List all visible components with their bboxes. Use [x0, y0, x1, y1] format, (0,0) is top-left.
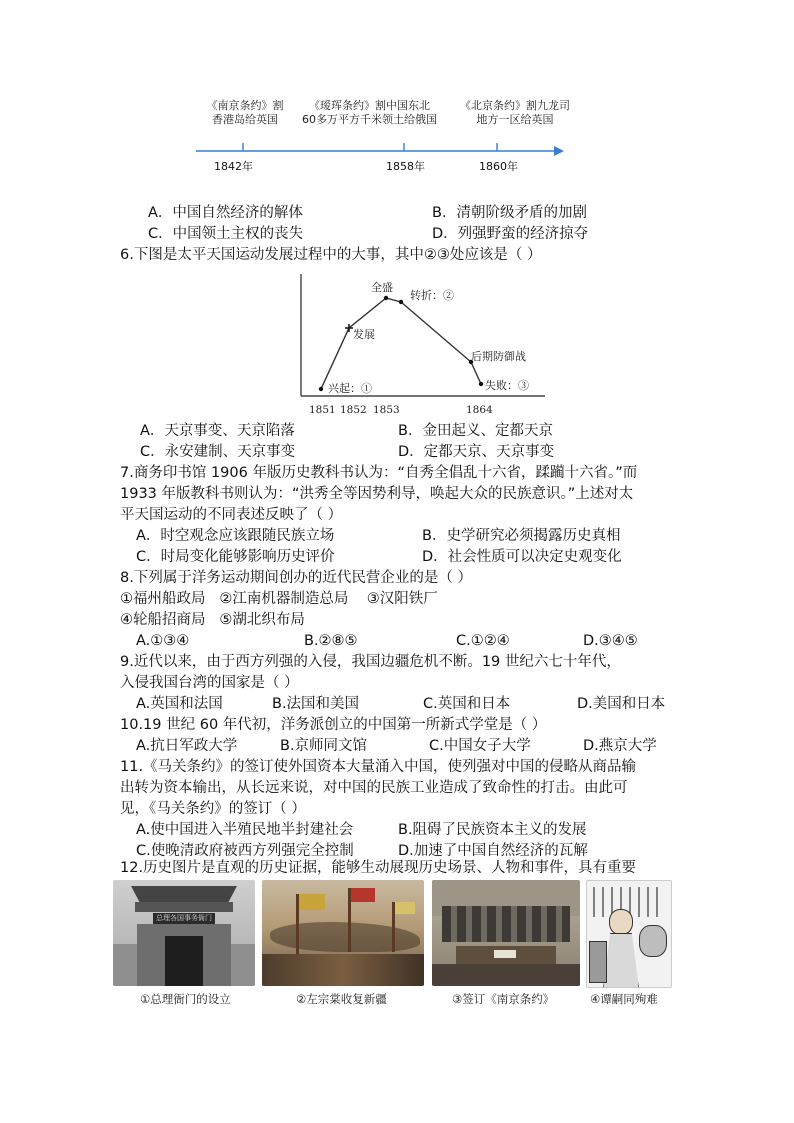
q6-tick-1851: 1851	[309, 404, 336, 416]
photo-zongli-yamen	[113, 880, 255, 986]
q8-option-a: A.①③④	[136, 633, 190, 649]
q6-label-late: 后期防御战	[471, 350, 526, 363]
q11-option-a: A.使中国进入半殖民地半封建社会	[136, 822, 354, 838]
q8-option-d: D.③④⑤	[583, 633, 638, 649]
q9-option-c: C.英国和日本	[423, 696, 511, 712]
q6-tick-1864: 1864	[466, 404, 493, 416]
timeline-year-1860: 1860年	[479, 160, 518, 173]
q6-point-fail	[479, 382, 483, 386]
q7-line-1: 7.商务印书馆 1906 年版历史教科书认为：“自秀全倡乱十六省，蹂躏十六省。”而	[120, 465, 638, 481]
q7-option-b: B．史学研究必须揭露历史真相	[422, 528, 621, 544]
q10-option-d: D.燕京大学	[583, 738, 657, 754]
q7-line-2: 1933 年版教科书则认为：“洪秀全等因势利导，唤起大众的民族意识。”上述对太	[120, 486, 634, 502]
q6-tick-1852: 1852	[340, 404, 367, 416]
q6-option-b: B．金田起义、定都天京	[398, 423, 553, 439]
q12-stem: 12.历史图片是直观的历史证据，能够生动展现历史场景、人物和事件，具有重要	[120, 860, 637, 876]
q6-trend-line	[321, 298, 481, 389]
q6-chart	[295, 268, 555, 420]
q9-option-b: B.法国和美国	[272, 696, 360, 712]
q7-option-a: A．时空观念应该跟随民族立场	[136, 528, 335, 544]
q11-option-d: D.加速了中国自然经济的瓦解	[398, 843, 588, 859]
q7-line-3: 平天国运动的不同表述反映了（ ）	[120, 507, 343, 523]
timeline-event-1-line2: 香港岛给英国	[212, 113, 278, 126]
caption-3: ③签订《南京条约》	[452, 992, 555, 1006]
timeline-event-2-label	[297, 99, 442, 127]
q11-line-3: 见，《马关条约》的签订（ ）	[120, 801, 306, 817]
q9-option-d: D.美国和日本	[577, 696, 666, 712]
q11-line-1: 11.《马关条约》的签订使外国资本大量涌入中国，使列强对中国的侵略从商品输	[120, 759, 637, 775]
q10-stem: 10.19 世纪 60 年代初，洋务派创立的中国第一所新式学堂是（ ）	[120, 717, 547, 733]
q11-option-b: B.阻碍了民族资本主义的发展	[398, 822, 587, 838]
q6-label-peak: 全盛	[371, 281, 393, 294]
q6-option-d: D．定都天京、天京事变	[398, 444, 555, 460]
q5-option-a: A．中国自然经济的解体	[148, 205, 303, 221]
q6-point-peak	[384, 296, 388, 300]
caption-2: ②左宗棠收复新疆	[296, 992, 387, 1006]
q8-stem: 8.下列属于洋务运动期间创办的近代民营企业的是（ ）	[120, 570, 472, 586]
q9-line-1: 9.近代以来，由于西方列强的入侵，我国边疆危机不断。19 世纪六七十年代，	[120, 654, 621, 670]
q8-option-b: B.②⑧⑤	[304, 633, 358, 649]
caption-4: ④谭嗣同殉难	[590, 992, 658, 1006]
q6-option-a: A．天京事变、天京陷落	[140, 423, 295, 439]
q9-option-a: A.英国和法国	[136, 696, 223, 712]
q8-items-1: ①福州船政局 ②江南机器制造总局 ③汉阳铁厂	[120, 591, 438, 607]
timeline-year-1842: 1842年	[214, 160, 253, 173]
q10-option-c: C.中国女子大学	[429, 738, 531, 754]
timeline-event-3-line2: 地方一区给英国	[476, 113, 554, 126]
q6-label-dev: 发展	[353, 328, 375, 341]
timeline-event-2-line1: 《瑷珲条约》割中国东北	[309, 99, 430, 112]
plaque: 总理各国事务衙门	[153, 913, 215, 924]
q8-items-2: ④轮船招商局 ⑤湖北织布局	[120, 612, 305, 628]
timeline-event-1-label	[190, 99, 300, 127]
timeline-event-3-label	[455, 99, 575, 127]
q6-option-c: C．永安建制、天京事变	[140, 444, 296, 460]
photo-tan-sitong	[586, 880, 672, 988]
q9-line-2: 入侵我国台湾的国家是（ ）	[120, 675, 299, 691]
timeline-year-1858: 1858年	[386, 160, 425, 173]
q7-option-d: D．社会性质可以决定史观变化	[422, 549, 622, 565]
q8-option-c: C.①②④	[456, 633, 510, 649]
photo-zuo-zongtang	[262, 880, 424, 986]
q6-point-turn	[399, 300, 403, 304]
caption-1: ①总理衙门的设立	[140, 992, 231, 1006]
q6-point-start	[319, 387, 323, 391]
q6-label-start: 兴起：①	[328, 382, 372, 395]
q6-label-turn: 转折：②	[410, 289, 454, 302]
q6-stem: 6.下图是太平天国运动发展过程中的大事，其中②③处应该是（ ）	[120, 247, 542, 263]
q10-option-b: B.京师同文馆	[280, 738, 368, 754]
q6-label-fail: 失败：③	[485, 379, 529, 392]
timeline-event-2-line2: 60多万平方千米领土给俄国	[302, 113, 437, 126]
q11-line-2: 出转为资本输出，从长远来说，对中国的民族工业造成了致命性的打击。由此可	[120, 780, 628, 796]
q6-tick-1853: 1853	[373, 404, 400, 416]
q5-option-c: C．中国领土主权的丧失	[148, 226, 304, 242]
timeline-arrow-icon	[554, 146, 564, 156]
q7-option-c: C．时局变化能够影响历史评价	[136, 549, 335, 565]
timeline-event-1-line1: 《南京条约》割	[206, 99, 284, 112]
q5-option-b: B．清朝阶级矛盾的加剧	[432, 205, 587, 221]
photo-nanjing-treaty	[432, 880, 580, 986]
timeline-event-3-line1: 《北京条约》割九龙司	[460, 99, 570, 112]
q11-option-c: C.使晚清政府被西方列强完全控制	[136, 843, 354, 859]
q10-option-a: A.抗日军政大学	[136, 738, 238, 754]
q5-option-d: D．列强野蛮的经济掠夺	[432, 226, 589, 242]
